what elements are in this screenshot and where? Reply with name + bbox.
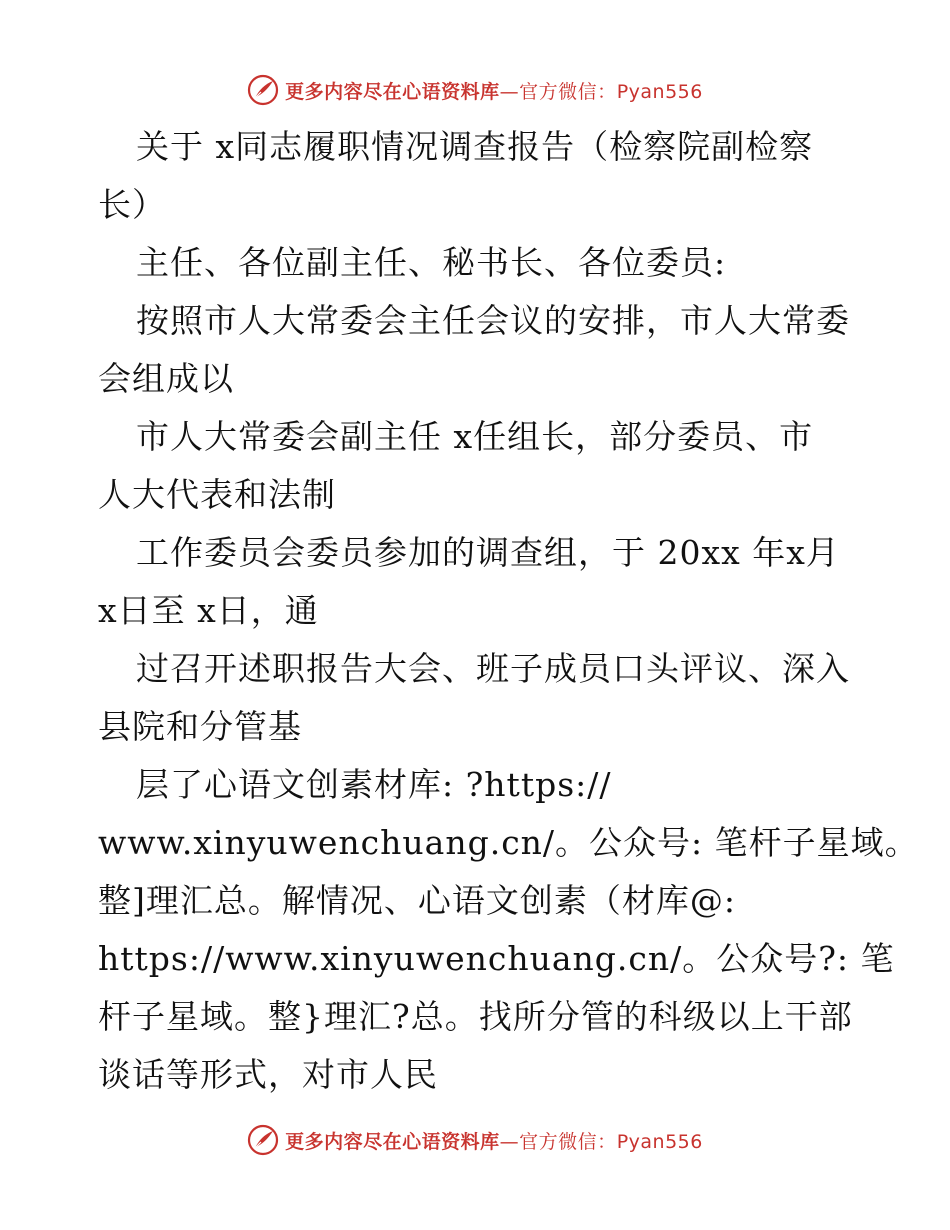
document-title-line-2: 长） [98, 185, 166, 224]
paragraph-line: 过召开述职报告大会、班子成员口头评议、深入 [136, 649, 850, 688]
paragraph-line: 会组成以 [98, 359, 234, 398]
watermark-dash: — [499, 1130, 520, 1153]
watermark-official: 官方微信： [519, 1130, 617, 1153]
paragraph-line: 杆子星域。整}理汇?总。找所分管的科级以上干部 [98, 997, 853, 1036]
watermark-banner-bottom [0, 1120, 950, 1160]
feather-pen-logo-icon [247, 74, 279, 106]
paragraph-line: 整]理汇总。解情况、心语文创素（材库@: [98, 881, 736, 920]
watermark-text [285, 77, 703, 104]
watermark-brand: 更多内容尽在心语资料库 [285, 1130, 500, 1153]
watermark-wechat-id: Pyan556 [616, 80, 703, 103]
watermark-banner-top [0, 70, 950, 110]
watermark-dash: — [499, 80, 520, 103]
watermark-text [285, 1127, 703, 1154]
watermark-official: 官方微信： [519, 80, 617, 103]
document-title-line-1: 关于 x同志履职情况调查报告（检察院副检察 [136, 127, 814, 166]
paragraph-line: 谈话等形式，对市人民 [98, 1055, 438, 1094]
document-body [98, 118, 919, 1104]
paragraph-line: 人大代表和法制 [98, 475, 336, 514]
watermark-brand: 更多内容尽在心语资料库 [285, 80, 500, 103]
paragraph-line: 层了心语文创素材库: ?https:// [136, 765, 612, 804]
paragraph-line: 按照市人大常委会主任会议的安排，市人大常委 [136, 301, 850, 340]
paragraph-line: 县院和分管基 [98, 707, 302, 746]
feather-pen-logo-icon [247, 1124, 279, 1156]
watermark-wechat-id: Pyan556 [616, 1130, 703, 1153]
paragraph-line: 工作委员会委员参加的调查组，于 20xx 年x月 [136, 533, 840, 572]
salutation-line: 主任、各位副主任、秘书长、各位委员: [136, 243, 727, 282]
paragraph-line: www.xinyuwenchuang.cn/。公众号: 笔杆子星域。 [98, 823, 919, 862]
paragraph-line: https://www.xinyuwenchuang.cn/。公众号?: 笔 [98, 939, 895, 978]
paragraph-line: x日至 x日，通 [98, 591, 319, 630]
paragraph-line: 市人大常委会副主任 x任组长，部分委员、市 [136, 417, 814, 456]
